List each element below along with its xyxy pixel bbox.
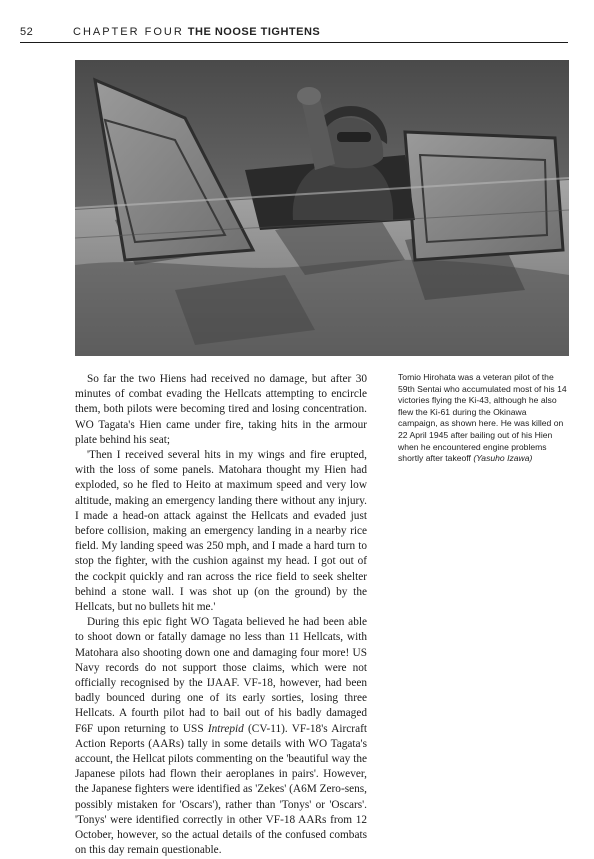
paragraph-1: So far the two Hiens had received no damage, but after 30 minutes of combat evading the Hellcats attempting to encircle them, both pilots were becoming tired and losing concentration. WO Tagata's Hien came under fire, taking hits in the armour plate behind his seat; (75, 373, 367, 446)
paragraph-3-part-1: During this epic fight WO Tagata believed he had been able to shoot down or fatally damage no less than 11 Hellcats, with Matohara also shooting down one and damaging four more! US Navy records do not support those claims, which were not officially recognised by the IJAAF. VF-18, however, had been badly bounced during one of its early sorties, losing three Hellcats. A fourth pilot had to bail out of his badly damaged F6F upon returning to USS (75, 616, 367, 735)
photo-credit: (Yasuho Izawa) (473, 453, 533, 464)
paragraph-2-quote: 'Then I received several hits in my wings and fire erupted, with the loss of some panels. Matohara thought my Hien had exploded, so he fled to Heito at maximum speed and very low altitude, making an emergency landing there without any injury. I made a head-on attack against the Hellcats and evaded just before collision, making an emergency landing in a nearby rice field. My landing speed was 250 mph, and I made a hard turn to stop the fighter, with the cushion against my head. I got out of the cockpit quickly and ran across the rice field to seek shelter behind a stone wall. I was shot up (on the ground) by the Hellcats, but no bullets hit me.' (75, 449, 367, 614)
header-rule (20, 42, 568, 43)
chapter-heading (73, 26, 320, 38)
article-body (75, 372, 367, 859)
page-number: 52 (20, 26, 34, 38)
photo-caption (398, 372, 568, 465)
paragraph-3-part-2: (CV-11). VF-18's Aircraft Action Reports (AARs) tally in some details with WO Tagata's account, the Hellcat pilots commenting on the 'beautiful way the Japanese pilots had flown their aeroplanes in pairs'. However, the Japanese fighters were identified as 'Zekes' (A6M Zero-sens, possibly mistaken for 'Oscars'), rather than 'Tonys' or 'Oscars'. 'Tonys' were identified correctly in other VF-18 AARs from 12 October, however, so the actual details of the confused combats on this day remain questionable. (75, 722, 367, 857)
running-header (20, 26, 568, 42)
chapter-title: THE NOOSE TIGHTENS (187, 26, 321, 38)
cockpit-photo (75, 60, 569, 356)
caption-text: Tomio Hirohata was a veteran pilot of the 59th Sentai who accumulated most of his 14 victories flying the Ki-43, although he also flew the Ki-61 during the Okinawa campaign, as shown here. He was killed on 22 April 1945 after bailing out of his Hien when he encountered engine problems shortly after takeoff (398, 372, 567, 464)
cockpit-photo-illustration (75, 60, 569, 356)
chapter-label: CHAPTER FOUR (73, 26, 184, 38)
paragraph-3 (75, 615, 367, 858)
ship-name: Intrepid (207, 722, 244, 735)
